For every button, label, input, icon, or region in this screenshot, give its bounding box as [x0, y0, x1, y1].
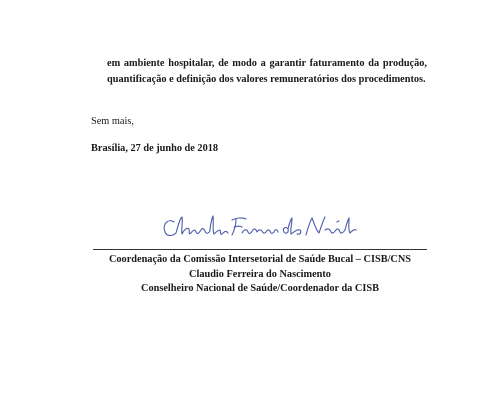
- date-line: Brasília, 27 de junho de 2018: [91, 143, 219, 154]
- signatory-role: Conselheiro Nacional de Saúde/Coordenador da CISB: [141, 283, 379, 294]
- committee-title: Coordenação da Comissão Intersetorial de Saúde Bucal – CISB/CNS: [108, 254, 412, 265]
- closing-salutation: Sem mais,: [91, 116, 134, 127]
- handwritten-signature: [160, 208, 360, 244]
- body-paragraph: [107, 56, 427, 88]
- signatory-name: Claudio Ferreira do Nascimento: [189, 268, 331, 280]
- paragraph-line-2: quantificação e definição dos valores remuneratórios dos procedimentos.: [107, 74, 426, 85]
- signature-line: [93, 249, 427, 250]
- signature-block: [93, 253, 427, 297]
- paragraph-line-1: em ambiente hospitalar, de modo a garantir faturamento da produção,: [107, 58, 427, 69]
